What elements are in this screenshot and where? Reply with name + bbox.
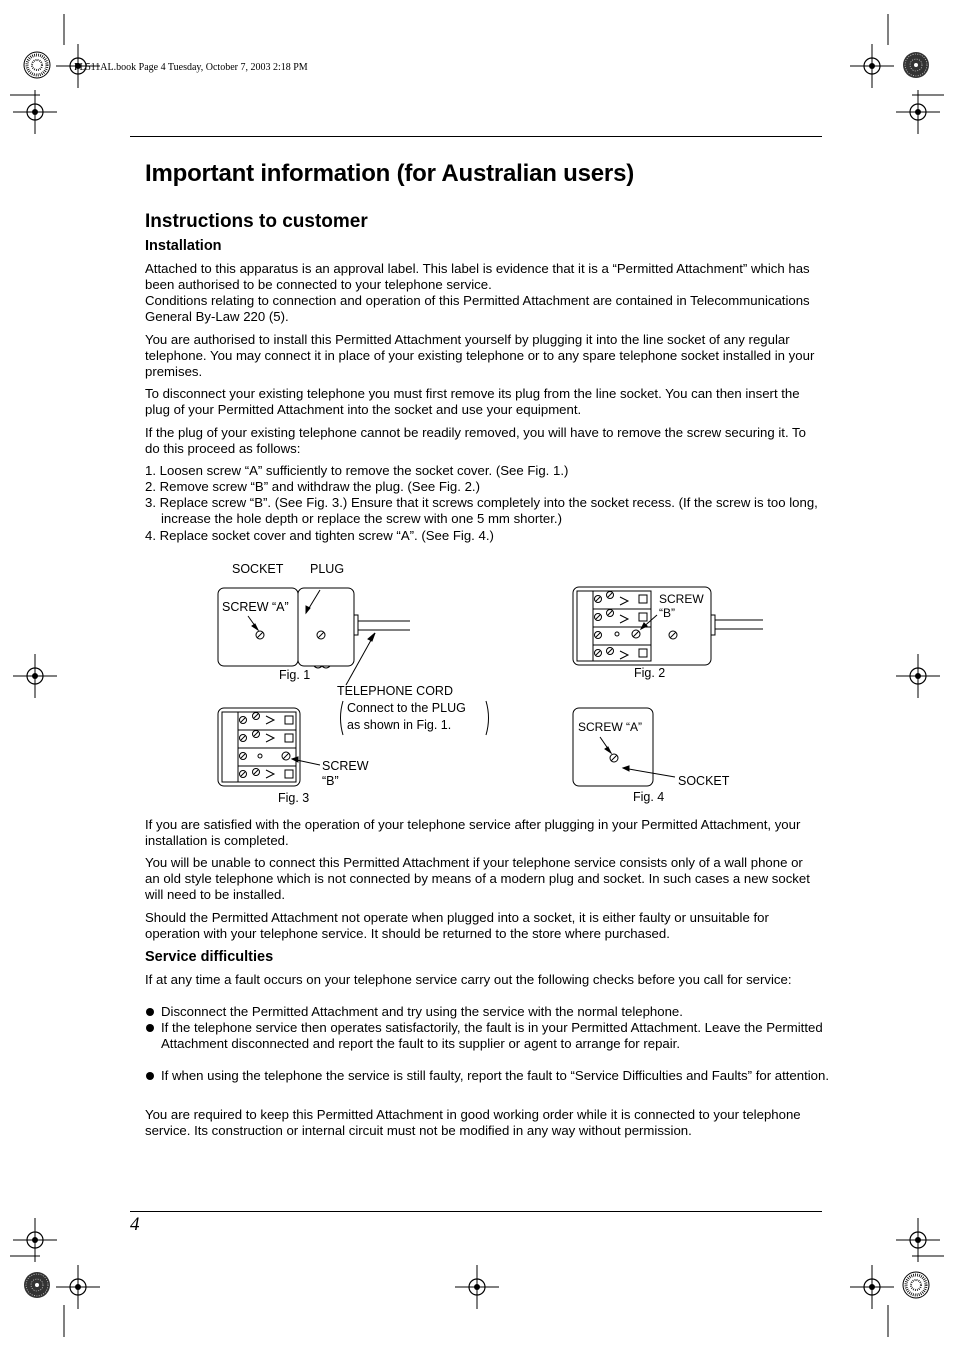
step-item: 1. Loosen screw “A” sufficiently to remove the socket cover. (See Fig. 1.) (145, 463, 569, 478)
color-bar-mark-icon (903, 1272, 929, 1298)
fig1-caption: Fig. 1 (279, 668, 311, 682)
service-bullet: Disconnect the Permitted Attachment and try using the service with the normal telephone. (145, 1004, 836, 1020)
color-bar-mark-icon (903, 52, 929, 78)
after-paragraph: You will be unable to connect this Permitted Attachment if your telephone service consists only of a wall phone or an old style telephone which is not connected by means of a modern plug and socket. In such cases a new socket will need to be installed. (145, 855, 810, 902)
crosshair-icon (13, 1218, 57, 1262)
fig4-screw-a-label: SCREW “A” (578, 720, 642, 734)
socket-figures (200, 575, 800, 805)
cord-note-line1: Connect to the PLUG (347, 701, 466, 715)
installation-heading: Installation (145, 238, 222, 254)
fig2-screw-b-label: “B” (659, 606, 675, 620)
step-item: 3. Replace screw “B”. (See Fig. 3.) Ensure that it screws completely into the socket recess. (If the screw is too long, increase the hole depth or replace the screw with one 5 mm shorter.) (145, 495, 818, 526)
crosshair-icon (455, 1265, 499, 1309)
step-item: 4. Replace socket cover and tighten screw “A”. (See Fig. 4.) (145, 528, 494, 543)
fig2-caption: Fig. 2 (634, 666, 666, 680)
crosshair-icon (896, 90, 940, 134)
bullet-icon (146, 1024, 154, 1032)
fig1-plug-label: PLUG (310, 562, 345, 576)
crosshair-icon (896, 1218, 940, 1262)
bracket-right (486, 701, 489, 735)
bullet-icon (146, 1072, 154, 1080)
fig1-screw-a-label: SCREW “A” (222, 600, 289, 614)
installation-paragraph: To disconnect your existing telephone you must first remove its plug from the line socket. You can then insert the plug of your Permitted Attachment into the socket and use your equipment. (145, 386, 800, 417)
fig3-screw-b-label: “B” (322, 774, 339, 788)
service-bullet: If when using the telephone the service is still faulty, report the fault to “Service Difficulties and Faults” for attention. (145, 1068, 836, 1084)
section-heading: Instructions to customer (145, 211, 368, 232)
installation-paragraph: You are authorised to install this Permitted Attachment yourself by plugging it into the line socket of any regular telephone. You may connect it in place of your existing telephone or to any spare telephone socket installed in your premises. (145, 332, 815, 379)
fig1-socket-label: SOCKET (232, 562, 284, 576)
crosshair-icon (13, 654, 57, 698)
cord-note-line2: as shown in Fig. 1. (347, 718, 452, 732)
header-rule (130, 136, 822, 137)
step-item: 2. Remove screw “B” and withdraw the plug. (See Fig. 2.) (145, 479, 480, 494)
installation-paragraph: If the plug of your existing telephone cannot be readily removed, you will have to remove the screw securing it. To do this proceed as follows: (145, 425, 806, 456)
fig2-screw-label: SCREW (659, 592, 704, 606)
installation-paragraph: Conditions relating to connection and operation of this Permitted Attachment are contained in Telecommunications General By-Law 220 (5). (145, 293, 810, 324)
page-number: 4 (130, 1214, 140, 1235)
crosshair-icon (56, 1265, 100, 1309)
after-paragraph: Should the Permitted Attachment not operate when plugged into a socket, it is either faulty or unsuitable for operation with your telephone service. It should be returned to the store where purchased. (145, 910, 769, 941)
installation-paragraph: Attached to this apparatus is an approval label. This label is evidence that it is a “Permitted Attachment” which has been authorised to be connected to your telephone service. (145, 261, 810, 292)
color-bar-mark-icon (24, 1272, 50, 1298)
crosshair-icon (896, 654, 940, 698)
crosshair-icon (13, 90, 57, 134)
bracket-left (341, 701, 344, 735)
footer-rule (130, 1211, 822, 1212)
page-title: Important information (for Australian users) (145, 160, 635, 187)
service-intro: If at any time a fault occurs on your telephone service carry out the following checks before you call for service: (145, 972, 792, 987)
fig3-illustration (218, 708, 320, 786)
crosshair-icon (850, 44, 894, 88)
fig4-socket-label: SOCKET (678, 774, 730, 788)
fig4-caption: Fig. 4 (633, 790, 665, 804)
telephone-cord-label: TELEPHONE CORD (337, 684, 453, 698)
print-slug: FL511AL.book Page 4 Tuesday, October 7, 2003 2:18 PM (74, 62, 308, 73)
bullet-icon (146, 1008, 154, 1016)
fig3-caption: Fig. 3 (278, 791, 310, 805)
after-paragraph: If you are satisfied with the operation of your telephone service after plugging in your Permitted Attachment, your installation is completed. (145, 817, 801, 848)
closing-paragraph: You are required to keep this Permitted Attachment in good working order while it is connected to your telephone service. Its construction or internal circuit must not be modified in any way without permission. (145, 1107, 801, 1138)
crosshair-icon (850, 1265, 894, 1309)
fig3-screw-label: SCREW (322, 759, 369, 773)
service-heading: Service difficulties (145, 949, 274, 965)
service-bullet: If the telephone service then operates satisfactorily, the fault is in your Permitted Attachment. Leave the Permitted Attachment disconnected and report the fault to its supplier or agent to arrange for repair. (145, 1020, 836, 1052)
color-bar-mark-icon (24, 52, 50, 78)
